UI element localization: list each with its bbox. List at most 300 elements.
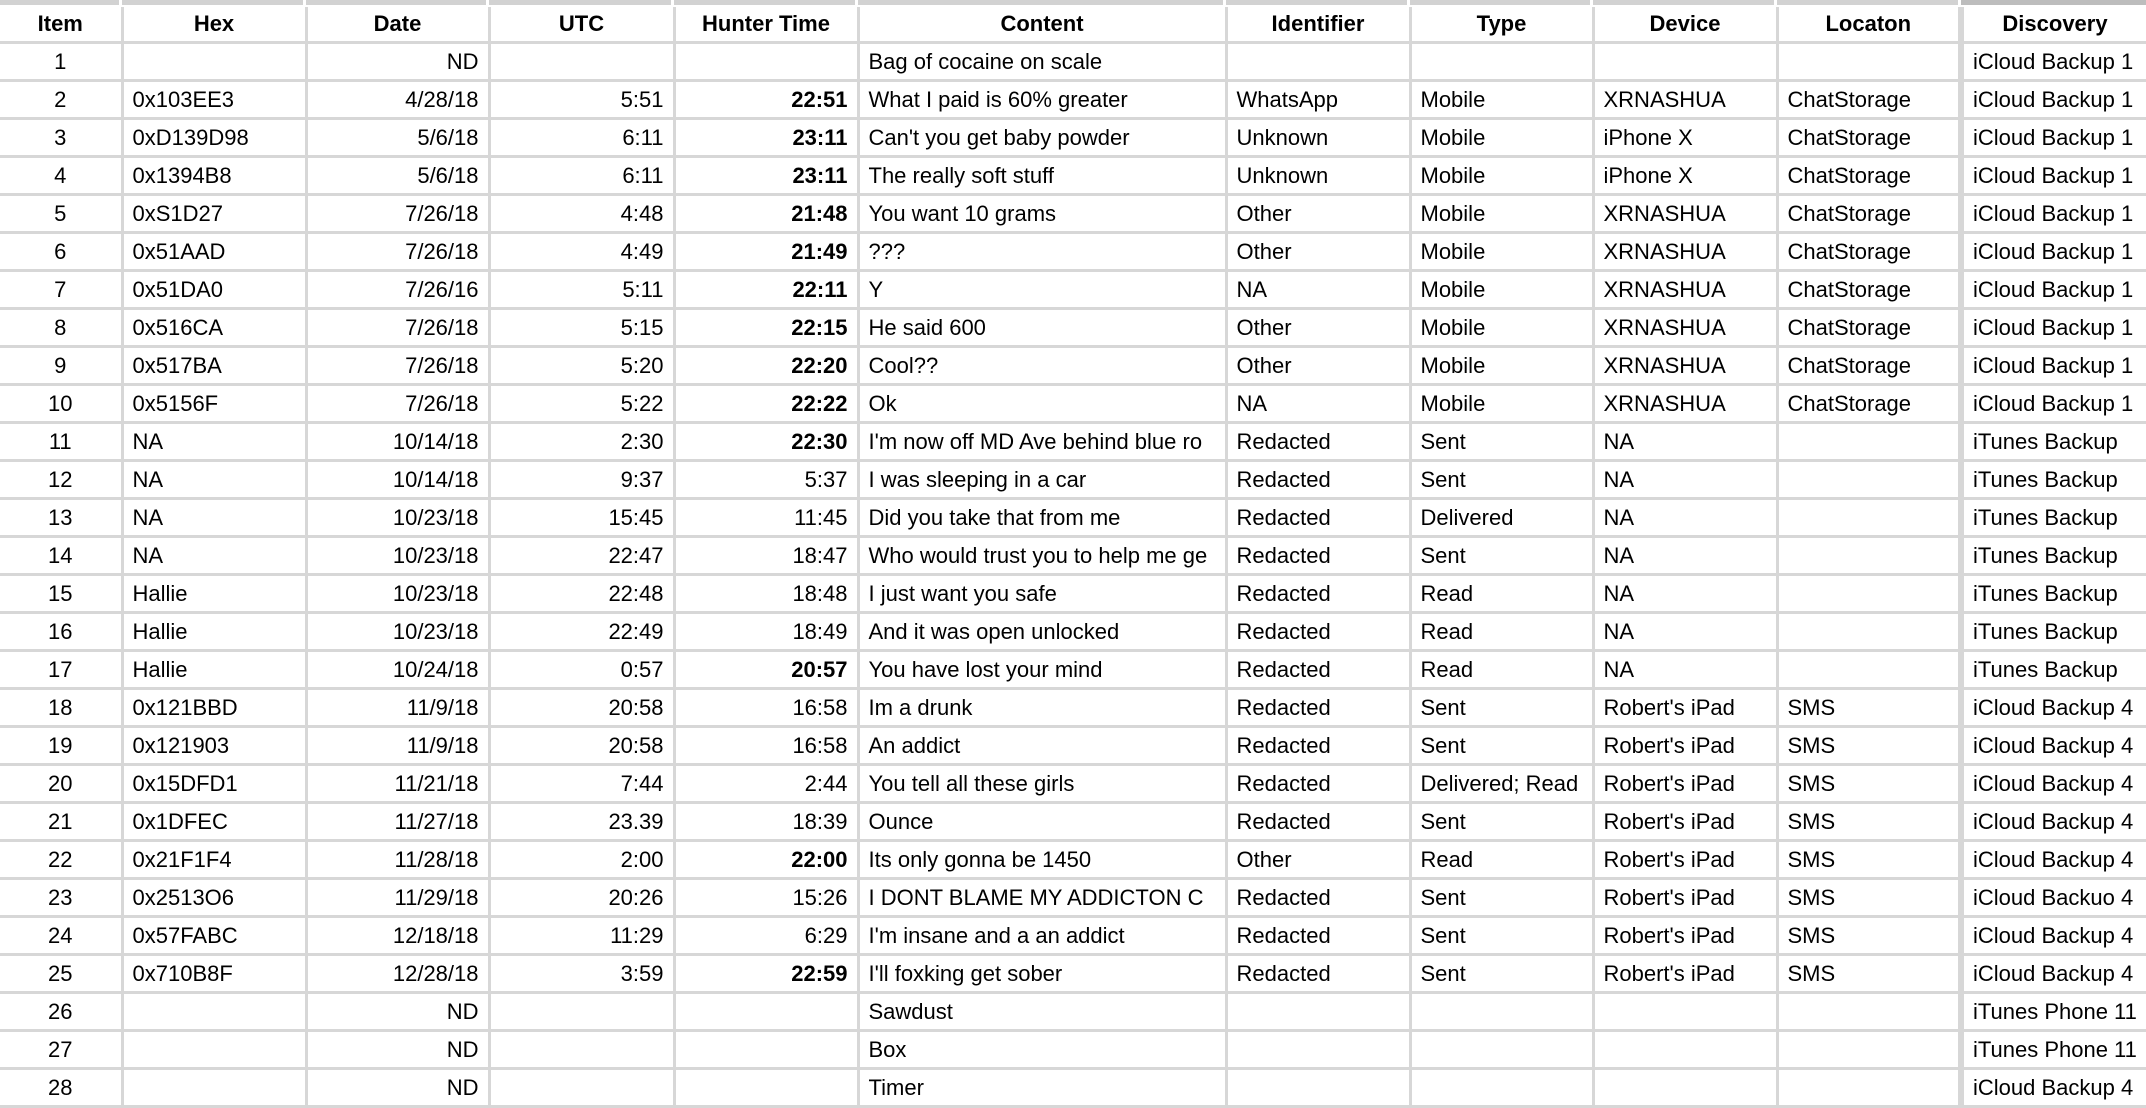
cell-type[interactable]: Mobile — [1410, 309, 1593, 347]
cell-locaton[interactable] — [1777, 575, 1961, 613]
cell-item[interactable]: 9 — [0, 347, 122, 385]
cell-hunter[interactable]: 22:59 — [674, 955, 858, 993]
cell-content[interactable]: Ounce — [858, 803, 1226, 841]
cell-item[interactable]: 16 — [0, 613, 122, 651]
cell-item[interactable]: 21 — [0, 803, 122, 841]
cell-identifier[interactable]: NA — [1226, 385, 1410, 423]
cell-device[interactable]: XRNASHUA — [1593, 347, 1777, 385]
cell-date[interactable]: 11/28/18 — [306, 841, 489, 879]
cell-content[interactable]: You tell all these girls — [858, 765, 1226, 803]
cell-locaton[interactable] — [1777, 1069, 1961, 1107]
cell-hex[interactable]: 0xD139D98 — [122, 119, 306, 157]
cell-date[interactable]: 11/27/18 — [306, 803, 489, 841]
cell-item[interactable]: 27 — [0, 1031, 122, 1069]
cell-hex[interactable]: Hallie — [122, 575, 306, 613]
cell-utc[interactable]: 22:48 — [489, 575, 674, 613]
cell-hunter[interactable] — [674, 43, 858, 81]
cell-locaton[interactable]: SMS — [1777, 955, 1961, 993]
cell-device[interactable]: XRNASHUA — [1593, 309, 1777, 347]
cell-content[interactable]: Did you take that from me — [858, 499, 1226, 537]
cell-hunter[interactable] — [674, 1069, 858, 1107]
cell-utc[interactable]: 6:11 — [489, 119, 674, 157]
cell-date[interactable]: 7/26/16 — [306, 271, 489, 309]
cell-type[interactable]: Sent — [1410, 879, 1593, 917]
cell-type[interactable] — [1410, 993, 1593, 1031]
cell-type[interactable]: Delivered; Read — [1410, 765, 1593, 803]
cell-discovery[interactable]: iTunes Backup — [1961, 613, 2146, 651]
cell-discovery[interactable]: iTunes Phone 11 — [1961, 1031, 2146, 1069]
cell-hex[interactable]: 0x121BBD — [122, 689, 306, 727]
cell-hex[interactable] — [122, 1031, 306, 1069]
cell-content[interactable]: Can't you get baby powder — [858, 119, 1226, 157]
cell-identifier[interactable]: Redacted — [1226, 575, 1410, 613]
cell-hex[interactable]: NA — [122, 461, 306, 499]
cell-type[interactable]: Sent — [1410, 689, 1593, 727]
cell-hunter[interactable]: 2:44 — [674, 765, 858, 803]
cell-device[interactable]: NA — [1593, 423, 1777, 461]
cell-identifier[interactable]: Redacted — [1226, 461, 1410, 499]
cell-locaton[interactable]: ChatStorage — [1777, 309, 1961, 347]
cell-locaton[interactable]: SMS — [1777, 917, 1961, 955]
cell-date[interactable]: 4/28/18 — [306, 81, 489, 119]
cell-utc[interactable]: 7:44 — [489, 765, 674, 803]
column-header-device[interactable]: Device — [1593, 7, 1777, 43]
cell-locaton[interactable]: SMS — [1777, 803, 1961, 841]
cell-identifier[interactable]: Other — [1226, 195, 1410, 233]
cell-utc[interactable]: 4:49 — [489, 233, 674, 271]
cell-type[interactable]: Mobile — [1410, 119, 1593, 157]
cell-date[interactable]: ND — [306, 1069, 489, 1107]
cell-utc[interactable] — [489, 993, 674, 1031]
cell-hex[interactable]: 0x103EE3 — [122, 81, 306, 119]
cell-date[interactable]: 10/14/18 — [306, 423, 489, 461]
cell-item[interactable]: 24 — [0, 917, 122, 955]
cell-hunter[interactable]: 16:58 — [674, 689, 858, 727]
cell-device[interactable]: NA — [1593, 499, 1777, 537]
cell-item[interactable]: 28 — [0, 1069, 122, 1107]
cell-utc[interactable]: 20:58 — [489, 727, 674, 765]
cell-discovery[interactable]: iCloud Backup 1 — [1961, 309, 2146, 347]
cell-device[interactable]: Robert's iPad — [1593, 727, 1777, 765]
cell-locaton[interactable]: ChatStorage — [1777, 233, 1961, 271]
cell-hunter[interactable]: 18:39 — [674, 803, 858, 841]
cell-hunter[interactable]: 22:22 — [674, 385, 858, 423]
cell-date[interactable]: 10/23/18 — [306, 499, 489, 537]
cell-content[interactable]: Sawdust — [858, 993, 1226, 1031]
cell-type[interactable]: Read — [1410, 613, 1593, 651]
cell-locaton[interactable] — [1777, 537, 1961, 575]
cell-utc[interactable]: 4:48 — [489, 195, 674, 233]
cell-utc[interactable] — [489, 43, 674, 81]
cell-type[interactable] — [1410, 1031, 1593, 1069]
cell-hex[interactable]: NA — [122, 423, 306, 461]
cell-hex[interactable]: 0x51DA0 — [122, 271, 306, 309]
cell-item[interactable]: 13 — [0, 499, 122, 537]
cell-hunter[interactable]: 21:49 — [674, 233, 858, 271]
cell-discovery[interactable]: iCloud Backup 4 — [1961, 727, 2146, 765]
cell-locaton[interactable]: SMS — [1777, 841, 1961, 879]
cell-hunter[interactable]: 11:45 — [674, 499, 858, 537]
cell-type[interactable]: Mobile — [1410, 347, 1593, 385]
cell-type[interactable]: Sent — [1410, 955, 1593, 993]
cell-date[interactable]: 10/24/18 — [306, 651, 489, 689]
cell-locaton[interactable] — [1777, 499, 1961, 537]
cell-hex[interactable]: 0x51AAD — [122, 233, 306, 271]
cell-locaton[interactable]: SMS — [1777, 765, 1961, 803]
cell-date[interactable]: ND — [306, 43, 489, 81]
cell-type[interactable]: Mobile — [1410, 271, 1593, 309]
cell-discovery[interactable]: iCloud Backup 1 — [1961, 81, 2146, 119]
cell-content[interactable]: ??? — [858, 233, 1226, 271]
cell-device[interactable]: XRNASHUA — [1593, 195, 1777, 233]
cell-date[interactable]: 10/23/18 — [306, 575, 489, 613]
cell-device[interactable]: Robert's iPad — [1593, 841, 1777, 879]
cell-device[interactable]: NA — [1593, 575, 1777, 613]
cell-identifier[interactable] — [1226, 1031, 1410, 1069]
cell-date[interactable]: 11/9/18 — [306, 689, 489, 727]
cell-identifier[interactable]: Redacted — [1226, 727, 1410, 765]
cell-device[interactable]: Robert's iPad — [1593, 879, 1777, 917]
cell-hunter[interactable]: 22:20 — [674, 347, 858, 385]
cell-hex[interactable] — [122, 43, 306, 81]
cell-type[interactable]: Mobile — [1410, 157, 1593, 195]
cell-item[interactable]: 3 — [0, 119, 122, 157]
cell-utc[interactable]: 11:29 — [489, 917, 674, 955]
cell-identifier[interactable]: Other — [1226, 309, 1410, 347]
cell-hunter[interactable]: 22:11 — [674, 271, 858, 309]
cell-device[interactable] — [1593, 993, 1777, 1031]
cell-date[interactable]: 10/23/18 — [306, 537, 489, 575]
cell-hunter[interactable]: 22:00 — [674, 841, 858, 879]
cell-locaton[interactable] — [1777, 1031, 1961, 1069]
cell-identifier[interactable]: Redacted — [1226, 613, 1410, 651]
cell-utc[interactable]: 22:47 — [489, 537, 674, 575]
cell-type[interactable]: Sent — [1410, 537, 1593, 575]
cell-type[interactable]: Sent — [1410, 803, 1593, 841]
cell-device[interactable]: XRNASHUA — [1593, 385, 1777, 423]
cell-identifier[interactable]: WhatsApp — [1226, 81, 1410, 119]
cell-hunter[interactable]: 5:37 — [674, 461, 858, 499]
cell-hex[interactable]: 0x1DFEC — [122, 803, 306, 841]
cell-content[interactable]: I'm now off MD Ave behind blue ro — [858, 423, 1226, 461]
cell-hex[interactable]: NA — [122, 499, 306, 537]
cell-date[interactable]: 7/26/18 — [306, 195, 489, 233]
cell-locaton[interactable] — [1777, 461, 1961, 499]
cell-date[interactable]: 7/26/18 — [306, 309, 489, 347]
cell-discovery[interactable]: iCloud Backup 1 — [1961, 233, 2146, 271]
cell-identifier[interactable]: Redacted — [1226, 651, 1410, 689]
cell-date[interactable]: 10/23/18 — [306, 613, 489, 651]
cell-locaton[interactable]: SMS — [1777, 689, 1961, 727]
cell-device[interactable]: iPhone X — [1593, 157, 1777, 195]
cell-hunter[interactable]: 23:11 — [674, 157, 858, 195]
cell-locaton[interactable]: ChatStorage — [1777, 347, 1961, 385]
cell-identifier[interactable]: Redacted — [1226, 689, 1410, 727]
cell-item[interactable]: 17 — [0, 651, 122, 689]
cell-discovery[interactable]: iTunes Backup — [1961, 499, 2146, 537]
column-header-identifier[interactable]: Identifier — [1226, 7, 1410, 43]
column-header-hunter-time[interactable]: Hunter Time — [674, 7, 858, 43]
cell-date[interactable]: 11/21/18 — [306, 765, 489, 803]
cell-hex[interactable]: NA — [122, 537, 306, 575]
cell-discovery[interactable]: iCloud Backup 1 — [1961, 119, 2146, 157]
cell-content[interactable]: The really soft stuff — [858, 157, 1226, 195]
column-header-locaton[interactable]: Locaton — [1777, 7, 1961, 43]
cell-type[interactable]: Read — [1410, 651, 1593, 689]
column-header-discovery[interactable]: Discovery — [1961, 7, 2146, 43]
cell-hunter[interactable]: 21:48 — [674, 195, 858, 233]
cell-date[interactable]: 12/28/18 — [306, 955, 489, 993]
cell-type[interactable]: Mobile — [1410, 81, 1593, 119]
cell-date[interactable]: 5/6/18 — [306, 157, 489, 195]
cell-hunter[interactable]: 22:51 — [674, 81, 858, 119]
cell-identifier[interactable] — [1226, 43, 1410, 81]
cell-utc[interactable]: 5:15 — [489, 309, 674, 347]
cell-content[interactable]: And it was open unlocked — [858, 613, 1226, 651]
cell-hex[interactable]: 0x57FABC — [122, 917, 306, 955]
cell-utc[interactable]: 6:11 — [489, 157, 674, 195]
cell-discovery[interactable]: iTunes Backup — [1961, 461, 2146, 499]
cell-locaton[interactable]: ChatStorage — [1777, 119, 1961, 157]
cell-item[interactable]: 10 — [0, 385, 122, 423]
cell-locaton[interactable]: ChatStorage — [1777, 271, 1961, 309]
cell-hunter[interactable] — [674, 1031, 858, 1069]
cell-discovery[interactable]: iCloud Backup 4 — [1961, 955, 2146, 993]
cell-identifier[interactable]: Redacted — [1226, 917, 1410, 955]
cell-hex[interactable]: 0x21F1F4 — [122, 841, 306, 879]
cell-hex[interactable]: 0xS1D27 — [122, 195, 306, 233]
cell-discovery[interactable]: iCloud Backup 4 — [1961, 917, 2146, 955]
cell-hunter[interactable]: 20:57 — [674, 651, 858, 689]
cell-content[interactable]: Timer — [858, 1069, 1226, 1107]
cell-item[interactable]: 23 — [0, 879, 122, 917]
cell-hex[interactable] — [122, 993, 306, 1031]
cell-discovery[interactable]: iCloud Backup 4 — [1961, 1069, 2146, 1107]
cell-device[interactable]: XRNASHUA — [1593, 81, 1777, 119]
cell-utc[interactable]: 0:57 — [489, 651, 674, 689]
cell-item[interactable]: 20 — [0, 765, 122, 803]
cell-type[interactable]: Read — [1410, 841, 1593, 879]
cell-identifier[interactable]: Redacted — [1226, 499, 1410, 537]
cell-device[interactable]: NA — [1593, 651, 1777, 689]
cell-utc[interactable]: 5:22 — [489, 385, 674, 423]
cell-device[interactable]: Robert's iPad — [1593, 955, 1777, 993]
cell-content[interactable]: You have lost your mind — [858, 651, 1226, 689]
column-header-content[interactable]: Content — [858, 7, 1226, 43]
cell-locaton[interactable] — [1777, 43, 1961, 81]
cell-discovery[interactable]: iCloud Backup 4 — [1961, 765, 2146, 803]
cell-type[interactable] — [1410, 43, 1593, 81]
cell-utc[interactable]: 9:37 — [489, 461, 674, 499]
cell-item[interactable]: 7 — [0, 271, 122, 309]
cell-device[interactable]: Robert's iPad — [1593, 689, 1777, 727]
cell-identifier[interactable]: Other — [1226, 841, 1410, 879]
cell-discovery[interactable]: iCloud Backuo 4 — [1961, 879, 2146, 917]
cell-identifier[interactable]: Redacted — [1226, 879, 1410, 917]
cell-locaton[interactable] — [1777, 613, 1961, 651]
cell-content[interactable]: I DONT BLAME MY ADDICTON C — [858, 879, 1226, 917]
cell-item[interactable]: 4 — [0, 157, 122, 195]
cell-item[interactable]: 15 — [0, 575, 122, 613]
cell-item[interactable]: 22 — [0, 841, 122, 879]
cell-discovery[interactable]: iCloud Backup 1 — [1961, 43, 2146, 81]
cell-discovery[interactable]: iTunes Backup — [1961, 537, 2146, 575]
cell-locaton[interactable]: SMS — [1777, 879, 1961, 917]
cell-utc[interactable]: 2:00 — [489, 841, 674, 879]
cell-hunter[interactable]: 18:48 — [674, 575, 858, 613]
cell-identifier[interactable]: Redacted — [1226, 765, 1410, 803]
cell-discovery[interactable]: iCloud Backup 1 — [1961, 195, 2146, 233]
cell-content[interactable]: I'll foxking get sober — [858, 955, 1226, 993]
cell-identifier[interactable]: Unknown — [1226, 119, 1410, 157]
cell-item[interactable]: 14 — [0, 537, 122, 575]
cell-utc[interactable]: 23.39 — [489, 803, 674, 841]
cell-content[interactable]: Im a drunk — [858, 689, 1226, 727]
cell-content[interactable]: Box — [858, 1031, 1226, 1069]
cell-hunter[interactable]: 15:26 — [674, 879, 858, 917]
cell-identifier[interactable]: Redacted — [1226, 803, 1410, 841]
cell-identifier[interactable]: NA — [1226, 271, 1410, 309]
cell-type[interactable]: Read — [1410, 575, 1593, 613]
cell-discovery[interactable]: iTunes Backup — [1961, 423, 2146, 461]
cell-identifier[interactable]: Redacted — [1226, 955, 1410, 993]
column-header-hex[interactable]: Hex — [122, 7, 306, 43]
cell-item[interactable]: 12 — [0, 461, 122, 499]
cell-locaton[interactable] — [1777, 423, 1961, 461]
cell-discovery[interactable]: iCloud Backup 4 — [1961, 689, 2146, 727]
column-header-type[interactable]: Type — [1410, 7, 1593, 43]
cell-device[interactable]: Robert's iPad — [1593, 803, 1777, 841]
cell-type[interactable]: Sent — [1410, 423, 1593, 461]
cell-discovery[interactable]: iCloud Backup 1 — [1961, 385, 2146, 423]
cell-hunter[interactable]: 22:30 — [674, 423, 858, 461]
cell-utc[interactable]: 20:26 — [489, 879, 674, 917]
cell-type[interactable]: Mobile — [1410, 233, 1593, 271]
cell-hex[interactable]: 0x710B8F — [122, 955, 306, 993]
cell-content[interactable]: I was sleeping in a car — [858, 461, 1226, 499]
cell-hunter[interactable]: 23:11 — [674, 119, 858, 157]
cell-hex[interactable]: 0x517BA — [122, 347, 306, 385]
cell-content[interactable]: Ok — [858, 385, 1226, 423]
cell-device[interactable]: NA — [1593, 537, 1777, 575]
cell-device[interactable]: Robert's iPad — [1593, 765, 1777, 803]
column-header-item[interactable]: Item — [0, 7, 122, 43]
cell-content[interactable]: Its only gonna be 1450 — [858, 841, 1226, 879]
cell-locaton[interactable]: ChatStorage — [1777, 385, 1961, 423]
cell-device[interactable] — [1593, 1031, 1777, 1069]
cell-hex[interactable]: 0x5156F — [122, 385, 306, 423]
cell-device[interactable]: NA — [1593, 461, 1777, 499]
cell-identifier[interactable]: Redacted — [1226, 423, 1410, 461]
cell-discovery[interactable]: iCloud Backup 1 — [1961, 271, 2146, 309]
cell-identifier[interactable]: Redacted — [1226, 537, 1410, 575]
cell-utc[interactable]: 5:51 — [489, 81, 674, 119]
cell-item[interactable]: 6 — [0, 233, 122, 271]
cell-discovery[interactable]: iCloud Backup 1 — [1961, 347, 2146, 385]
cell-identifier[interactable] — [1226, 1069, 1410, 1107]
cell-date[interactable]: 7/26/18 — [306, 385, 489, 423]
cell-utc[interactable]: 3:59 — [489, 955, 674, 993]
cell-hunter[interactable]: 16:58 — [674, 727, 858, 765]
cell-item[interactable]: 19 — [0, 727, 122, 765]
cell-hex[interactable] — [122, 1069, 306, 1107]
cell-hunter[interactable]: 18:49 — [674, 613, 858, 651]
cell-hunter[interactable]: 22:15 — [674, 309, 858, 347]
cell-hex[interactable]: 0x516CA — [122, 309, 306, 347]
cell-utc[interactable]: 5:11 — [489, 271, 674, 309]
cell-discovery[interactable]: iTunes Backup — [1961, 575, 2146, 613]
cell-device[interactable]: XRNASHUA — [1593, 233, 1777, 271]
cell-content[interactable]: I just want you safe — [858, 575, 1226, 613]
cell-date[interactable]: ND — [306, 1031, 489, 1069]
cell-discovery[interactable]: iTunes Phone 11 — [1961, 993, 2146, 1031]
cell-locaton[interactable]: ChatStorage — [1777, 195, 1961, 233]
cell-device[interactable]: Robert's iPad — [1593, 917, 1777, 955]
cell-item[interactable]: 1 — [0, 43, 122, 81]
cell-discovery[interactable]: iCloud Backup 1 — [1961, 157, 2146, 195]
cell-identifier[interactable]: Unknown — [1226, 157, 1410, 195]
cell-utc[interactable]: 2:30 — [489, 423, 674, 461]
cell-item[interactable]: 2 — [0, 81, 122, 119]
cell-item[interactable]: 25 — [0, 955, 122, 993]
cell-device[interactable] — [1593, 43, 1777, 81]
cell-content[interactable]: You want 10 grams — [858, 195, 1226, 233]
cell-hex[interactable]: 0x1394B8 — [122, 157, 306, 195]
cell-type[interactable]: Delivered — [1410, 499, 1593, 537]
cell-identifier[interactable]: Other — [1226, 233, 1410, 271]
cell-discovery[interactable]: iCloud Backup 4 — [1961, 803, 2146, 841]
cell-locaton[interactable] — [1777, 993, 1961, 1031]
cell-date[interactable]: 10/14/18 — [306, 461, 489, 499]
cell-locaton[interactable]: ChatStorage — [1777, 81, 1961, 119]
cell-hex[interactable]: 0x15DFD1 — [122, 765, 306, 803]
cell-discovery[interactable]: iTunes Backup — [1961, 651, 2146, 689]
cell-locaton[interactable]: SMS — [1777, 727, 1961, 765]
cell-type[interactable] — [1410, 1069, 1593, 1107]
cell-content[interactable]: Y — [858, 271, 1226, 309]
cell-date[interactable]: 11/29/18 — [306, 879, 489, 917]
cell-item[interactable]: 18 — [0, 689, 122, 727]
cell-locaton[interactable]: ChatStorage — [1777, 157, 1961, 195]
cell-utc[interactable] — [489, 1069, 674, 1107]
cell-item[interactable]: 5 — [0, 195, 122, 233]
cell-date[interactable]: ND — [306, 993, 489, 1031]
cell-type[interactable]: Sent — [1410, 727, 1593, 765]
cell-date[interactable]: 12/18/18 — [306, 917, 489, 955]
cell-content[interactable]: What I paid is 60% greater — [858, 81, 1226, 119]
cell-date[interactable]: 5/6/18 — [306, 119, 489, 157]
cell-hunter[interactable]: 6:29 — [674, 917, 858, 955]
cell-item[interactable]: 8 — [0, 309, 122, 347]
cell-content[interactable]: Bag of cocaine on scale — [858, 43, 1226, 81]
cell-content[interactable]: Cool?? — [858, 347, 1226, 385]
cell-content[interactable]: Who would trust you to help me ge — [858, 537, 1226, 575]
cell-type[interactable]: Sent — [1410, 461, 1593, 499]
column-header-utc[interactable]: UTC — [489, 7, 674, 43]
cell-utc[interactable] — [489, 1031, 674, 1069]
cell-date[interactable]: 7/26/18 — [306, 347, 489, 385]
cell-utc[interactable]: 20:58 — [489, 689, 674, 727]
cell-discovery[interactable]: iCloud Backup 4 — [1961, 841, 2146, 879]
cell-utc[interactable]: 22:49 — [489, 613, 674, 651]
cell-device[interactable]: NA — [1593, 613, 1777, 651]
cell-content[interactable]: I'm insane and a an addict — [858, 917, 1226, 955]
cell-hex[interactable]: Hallie — [122, 651, 306, 689]
cell-identifier[interactable] — [1226, 993, 1410, 1031]
cell-hunter[interactable]: 18:47 — [674, 537, 858, 575]
cell-content[interactable]: He said 600 — [858, 309, 1226, 347]
cell-type[interactable]: Sent — [1410, 917, 1593, 955]
